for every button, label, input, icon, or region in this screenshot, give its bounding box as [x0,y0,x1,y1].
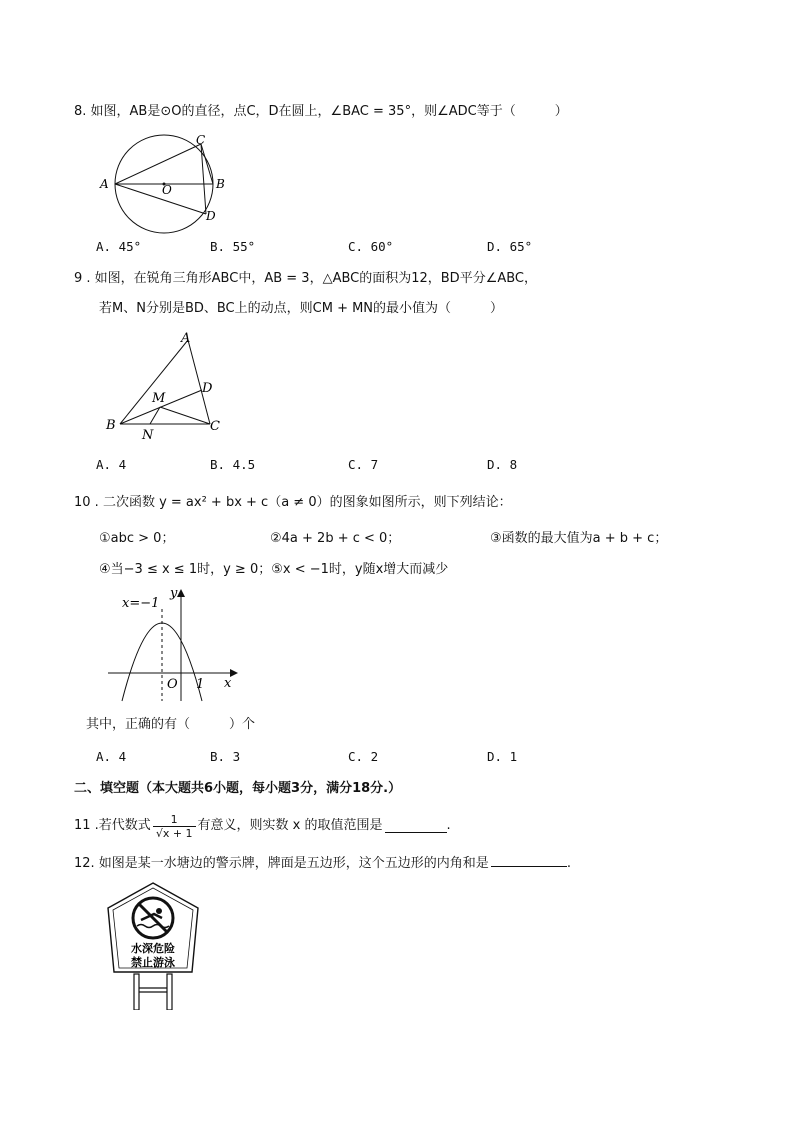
q11-suffix: 有意义，则实数 x 的取值范围是 [197,818,383,833]
q9-label-b: B [106,418,116,433]
q10-option-b[interactable]: B. 3 [210,749,241,764]
q10-label-axis: x=−1 [122,596,160,611]
q12-text: 12. 如图是某一水塘边的警示牌，牌面是五边形，这个五边形的内角和是 [74,856,489,871]
q8-option-c[interactable]: C. 60° [348,239,394,254]
q12-answer-blank[interactable] [491,854,567,867]
q8-option-d[interactable]: D. 65° [487,239,533,254]
q11 [74,808,451,844]
q9-option-c[interactable]: C. 7 [348,457,379,472]
q10-conclusion-3: ③函数的最大值为a + b + c； [490,531,668,546]
q9-label-c: C [210,419,220,434]
warning-sign-figure [104,880,204,1010]
q9-text-line2: 若M、N分别是BD、BC上的动点，则CM + MN的最小值为（ ） [99,301,504,316]
q10-label-x: x [224,676,232,691]
q12-end: . [566,856,571,871]
q12 [74,854,571,873]
sign-line-1: 水深危险 [131,942,175,955]
q8-figure [96,132,236,242]
q11-prefix: 11 .若代数式 [74,818,151,833]
q10-text-line1: 10 . 二次函数 y = ax² + bx + c（a ≠ 0）的图象如图所示，则下列结论： [74,495,512,510]
q8-text: 8. 如图，AB是⊙O的直径，点C，D在圆上，∠BAC = 35°，则∠ADC等于（ ） [74,104,568,119]
q8-label-b: B [216,177,225,191]
q11-denominator: √x + 1 [153,826,196,840]
q8-label-d: D [206,209,216,223]
q10-label-one: 1 [196,677,205,692]
sign-line-2: 禁止游泳 [131,956,175,969]
q8-label-c: C [196,133,206,147]
q11-fraction [153,813,196,840]
q9-option-b[interactable]: B. 4.5 [210,457,256,472]
q10-label-y: y [170,586,178,601]
q9-label-n: N [142,428,154,440]
q10-option-c[interactable]: C. 2 [348,749,379,764]
section-heading: 二、填空题（本大题共6小题，每小题3分，满分18分.） [74,781,402,796]
q8-option-b[interactable]: B. 55° [210,239,256,254]
q10-ask: 其中，正确的有（ ）个 [86,717,256,732]
q9-label-a: A [181,331,191,346]
q9-option-d[interactable]: D. 8 [487,457,518,472]
q10-figure [104,585,244,705]
q10-conclusion-2: ②4a + 2b + c < 0； [270,531,401,546]
q10-label-o: O [167,677,178,692]
q9-figure [104,330,234,440]
q10-conclusion-1: ①abc > 0； [99,531,175,546]
q9-label-d: D [202,381,213,396]
q9-label-m: M [152,391,166,406]
q10-text-line3: ④当−3 ≤ x ≤ 1时，y ≥ 0；⑤x < −1时，y随x增大而减少 [99,562,449,577]
q8-label-a: A [100,177,109,191]
q11-answer-blank[interactable] [385,820,447,833]
q10-option-d[interactable]: D. 1 [487,749,518,764]
q10-option-a[interactable]: A. 4 [96,749,127,764]
q8-option-a[interactable]: A. 45° [96,239,142,254]
q11-numerator: 1 [170,812,178,826]
q8-label-o: O [162,183,172,197]
q11-end: . [446,818,451,833]
q9-option-a[interactable]: A. 4 [96,457,127,472]
q9-text-line1: 9 . 如图，在锐角三角形ABC中，AB = 3，△ABC的面积为12，BD平分∠ABC， [74,271,538,286]
